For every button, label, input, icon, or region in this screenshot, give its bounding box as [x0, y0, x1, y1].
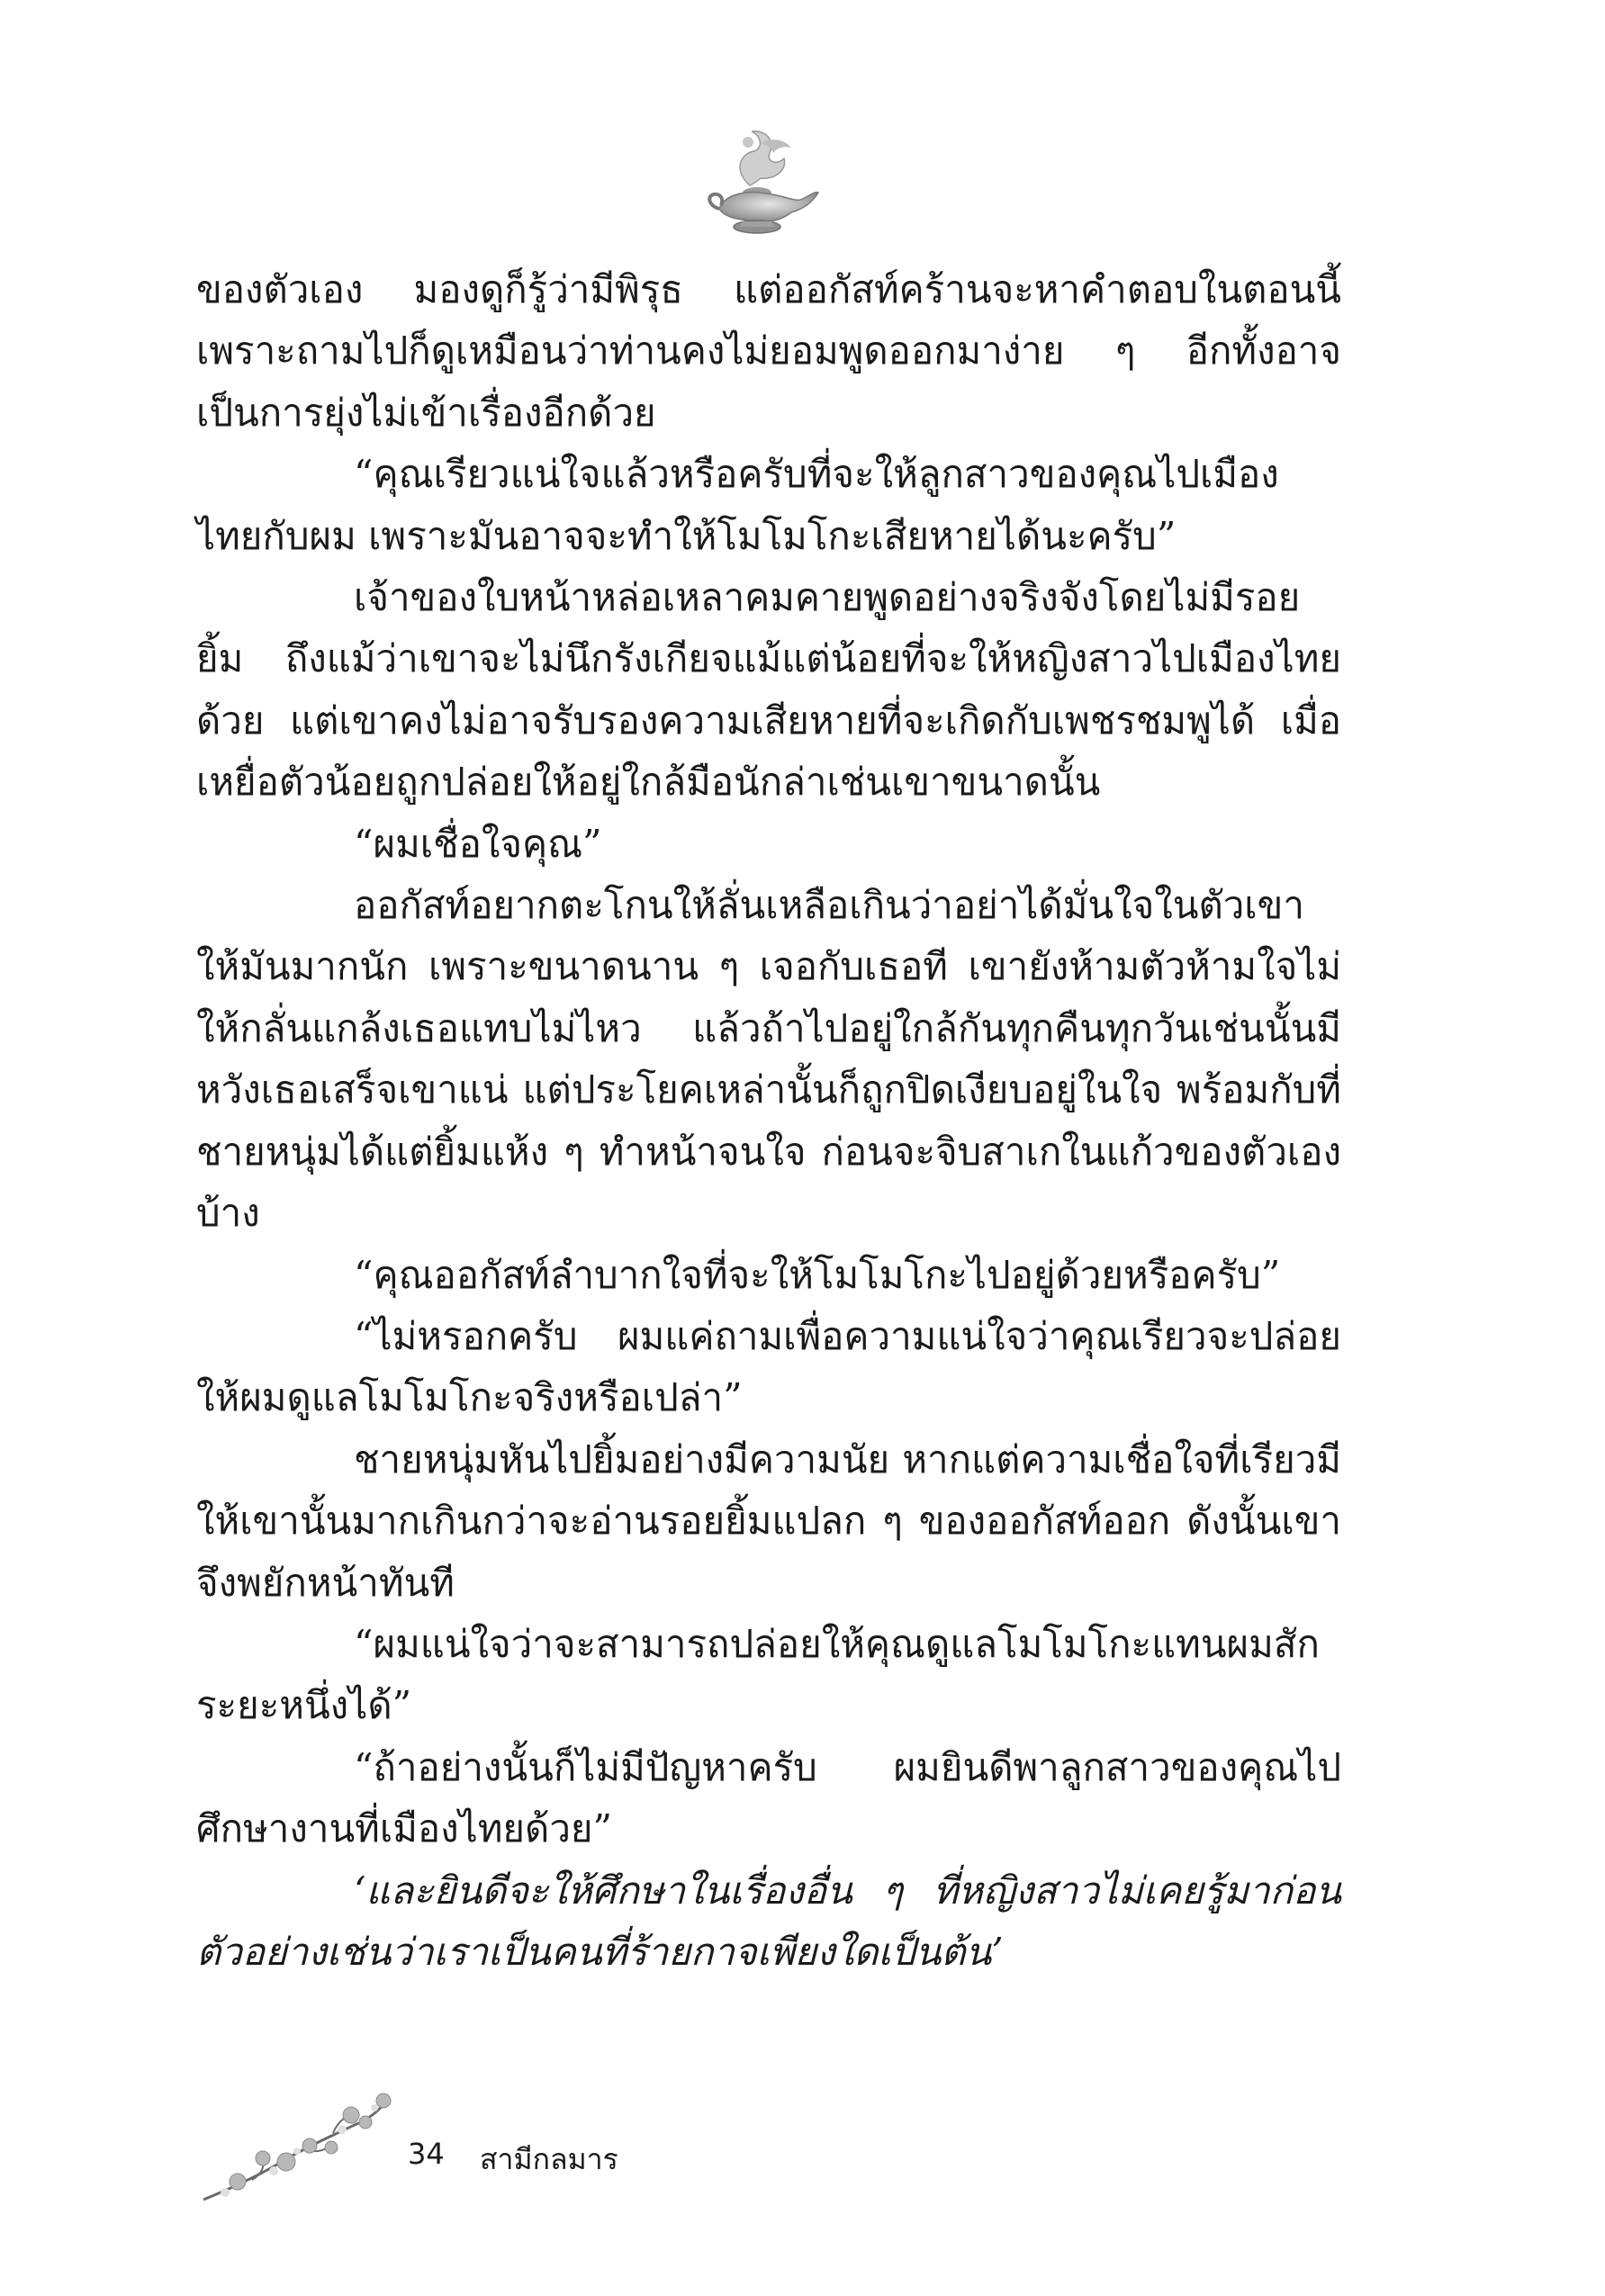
page-number: 34: [408, 2137, 445, 2171]
paragraph-7: “ไม่หรอกครับ ผมแค่ถามเพื่อความแน่ใจว่าคุณเรียวจะปล่อยให้ผมดูแลโมโมโกะจริงหรือเปล่า”: [196, 1313, 1341, 1420]
paragraph-9: “ผมแน่ใจว่าจะสามารถปล่อยให้คุณดูแลโมโมโกะแทนผมสักระยะหนึ่งได้”: [196, 1621, 1320, 1728]
paragraph-6: “คุณออกัสท์ลำบากใจที่จะให้โมโมโกะไปอยู่ด้วยหรือครับ”: [354, 1252, 1281, 1297]
paragraph-3: เจ้าของใบหน้าหล่อเหลาคมคายพูดอย่างจริงจังโดยไม่มีรอยยิ้ม ถึงแม้ว่าเขาจะไม่นึกรังเกียจแม้แต่น้อยที่จะให้หญิงสาวไปเมืองไทยด้วย แต่เขาคงไม่อาจรับรองความเสียหายที่จะเกิดกับเพชรชมพูได้ เมื่อเหยื่อตัวน้อยถูกปล่อยให้อยู่ใกล้มือนักล่าเช่นเขาขนาดนั้น: [196, 575, 1341, 805]
paragraph-4: “ผมเชื่อใจคุณ”: [354, 821, 602, 866]
body-text: [196, 259, 1341, 1983]
blossom-branch-icon: [198, 2088, 396, 2205]
paragraph-5: ออกัสท์อยากตะโกนให้ลั่นเหลือเกินว่าอย่าได้มั่นใจในตัวเขาให้มันมากนัก เพราะขนาดนาน ๆ เจอกับเธอที เขายังห้ามตัวห้ามใจไม่ให้กลั่นแกล้งเธอแทบไม่ไหว แล้วถ้าไปอยู่ใกล้กันทุกคืนทุกวันเช่นนั้นมีหวังเธอเสร็จเขาแน่ แต่ประโยคเหล่านั้นก็ถูกปิดเงียบอยู่ในใจ พร้อมกับที่ชายหนุ่มได้แต่ยิ้มแห้ง ๆ ทำหน้าจนใจ ก่อนจะจิบสาเกในแก้วของตัวเองบ้าง: [196, 883, 1341, 1236]
paragraph-2: “คุณเรียวแน่ใจแล้วหรือครับที่จะให้ลูกสาวของคุณไปเมืองไทยกับผม เพราะมันอาจจะทำให้โมโมโกะเสียหายได้นะครับ”: [196, 452, 1279, 558]
paragraph-10: “ถ้าอย่างนั้นก็ไม่มีปัญหาครับ ผมยินดีพาลูกสาวของคุณไปศึกษางานที่เมืองไทยด้วย”: [196, 1744, 1341, 1851]
book-title: สามีกลมาร: [480, 2142, 618, 2176]
paragraph-1: ของตัวเอง มองดูก็รู้ว่ามีพิรุธ แต่ออกัสท์คร้านจะหาคำตอบในตอนนี้ เพราะถามไปก็ดูเหมือนว่าท่านคงไม่ยอมพูดออกมาง่าย ๆ อีกทั้งอาจเป็นการยุ่งไม่เข้าเรื่องอีกด้วย: [196, 267, 1341, 435]
paragraph-11: ‘และยินดีจะให้ศึกษาในเรื่องอื่น ๆ ที่หญิงสาวไม่เคยรู้มาก่อน ตัวอย่างเช่นว่าเราเป็นคนที่ร้ายกาจเพียงใดเป็นต้น’: [196, 1868, 1341, 1974]
page-footer: [198, 2088, 828, 2214]
paragraph-8: ชายหนุ่มหันไปยิ้มอย่างมีความนัย หากแต่ความเชื่อใจที่เรียวมีให้เขานั้นมากเกินกว่าจะอ่านรอยยิ้มแปลก ๆ ของออกัสท์ออก ดังนั้นเขาจึงพยักหน้าทันที: [196, 1436, 1341, 1605]
genie-lamp-icon: [698, 108, 824, 243]
